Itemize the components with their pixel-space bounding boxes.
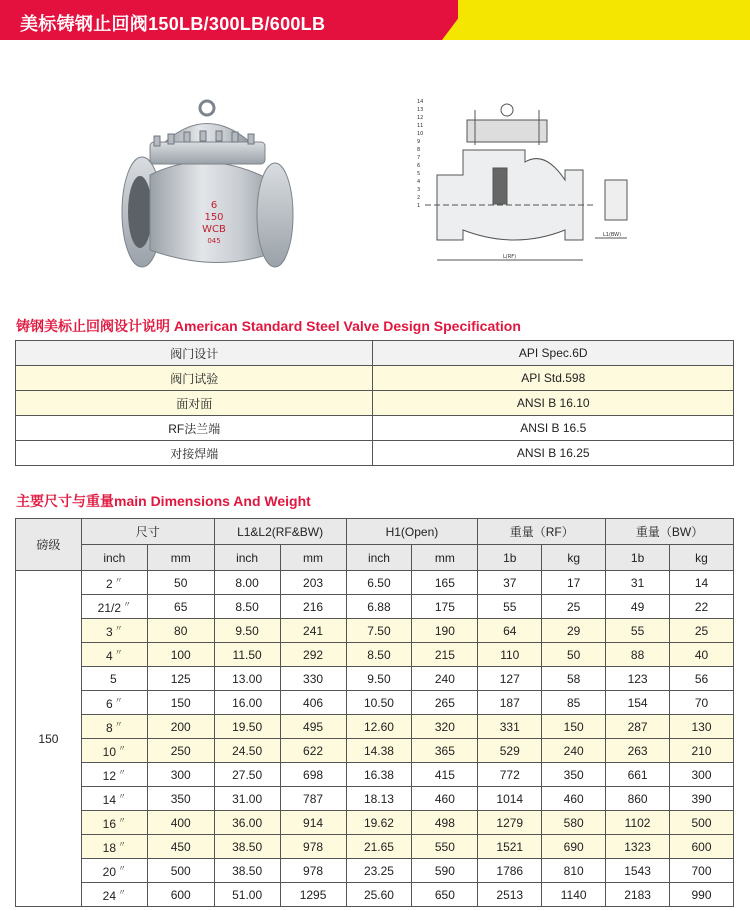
callout: 8 xyxy=(417,147,421,153)
spec-label: 阀门设计 xyxy=(16,341,373,366)
length-mm: 241 xyxy=(280,619,346,643)
length-inch: 8.00 xyxy=(214,571,280,595)
dim-row xyxy=(16,787,734,811)
spec-row xyxy=(16,441,734,466)
weight-rf-kg: 240 xyxy=(542,739,606,763)
length-mm: 216 xyxy=(280,595,346,619)
height-mm: 215 xyxy=(412,643,478,667)
weight-bw-kg: 56 xyxy=(670,667,734,691)
weight-bw-kg: 700 xyxy=(670,859,734,883)
body-outline xyxy=(437,150,583,240)
weight-bw-lb: 88 xyxy=(606,643,670,667)
length-inch: 51.00 xyxy=(214,883,280,907)
length-inch: 27.50 xyxy=(214,763,280,787)
height-inch: 12.60 xyxy=(346,715,412,739)
spec-label: RF法兰端 xyxy=(16,416,373,441)
height-mm: 175 xyxy=(412,595,478,619)
dim-row xyxy=(16,619,734,643)
weight-rf-kg: 85 xyxy=(542,691,606,715)
height-mm: 265 xyxy=(412,691,478,715)
length-mm: 406 xyxy=(280,691,346,715)
inch-mark: 〃 xyxy=(114,695,123,705)
length-mm: 698 xyxy=(280,763,346,787)
banner-title: 美标铸钢止回阀150LB/300LB/600LB xyxy=(20,14,326,34)
size-mm: 300 xyxy=(147,763,214,787)
height-inch: 8.50 xyxy=(346,643,412,667)
inch-mark: 〃 xyxy=(114,623,123,633)
dim-row xyxy=(16,859,734,883)
weight-rf-lb: 772 xyxy=(478,763,542,787)
left-bore xyxy=(128,176,152,248)
size-inch xyxy=(81,571,147,595)
callout: 9 xyxy=(417,139,421,145)
length-mm: 978 xyxy=(280,859,346,883)
size-inch-value: 18 xyxy=(102,840,116,855)
weight-rf-kg: 690 xyxy=(542,835,606,859)
weight-bw-kg: 40 xyxy=(670,643,734,667)
height-mm: 190 xyxy=(412,619,478,643)
size-inch xyxy=(81,739,147,763)
callout: 14 xyxy=(417,99,424,105)
weight-rf-lb: 1279 xyxy=(478,811,542,835)
size-mm: 450 xyxy=(147,835,214,859)
inch-mark: 〃 xyxy=(118,863,126,873)
sub-mm: mm xyxy=(412,545,478,571)
height-mm: 650 xyxy=(412,883,478,907)
weight-rf-lb: 1014 xyxy=(478,787,542,811)
length-inch: 11.50 xyxy=(214,643,280,667)
length-mm: 495 xyxy=(280,715,346,739)
size-mm: 50 xyxy=(147,571,214,595)
inch-mark: 〃 xyxy=(123,599,131,609)
spec-table xyxy=(15,340,734,466)
spec-section-title: 铸钢美标止回阀设计说明 American Standard Steel Valve Design Specification xyxy=(16,318,521,334)
length-inch: 19.50 xyxy=(214,715,280,739)
size-inch xyxy=(81,763,147,787)
sub-lb: 1b xyxy=(606,545,670,571)
weight-bw-lb: 123 xyxy=(606,667,670,691)
size-inch-value: 10 xyxy=(102,744,116,759)
weight-bw-lb: 55 xyxy=(606,619,670,643)
length-mm: 203 xyxy=(280,571,346,595)
dim-header-row xyxy=(16,519,734,545)
length-mm: 622 xyxy=(280,739,346,763)
height-mm: 165 xyxy=(412,571,478,595)
sub-kg: kg xyxy=(670,545,734,571)
spec-value: ANSI B 16.10 xyxy=(373,391,734,416)
size-inch-value: 16 xyxy=(102,816,116,831)
weight-bw-lb: 49 xyxy=(606,595,670,619)
weight-bw-kg: 22 xyxy=(670,595,734,619)
marking-class: 150 xyxy=(204,212,224,223)
spec-row xyxy=(16,366,734,391)
spec-row xyxy=(16,416,734,441)
header-length: L1&L2(RF&BW) xyxy=(214,519,346,545)
size-inch-value: 3 xyxy=(105,624,113,639)
size-inch xyxy=(81,811,147,835)
size-inch-value: 5 xyxy=(109,672,117,686)
bonnet-flange xyxy=(150,142,265,164)
callout: 6 xyxy=(417,163,421,169)
callout: 13 xyxy=(417,107,424,113)
inch-mark: 〃 xyxy=(118,887,126,897)
callout: 7 xyxy=(417,155,421,161)
height-inch: 19.62 xyxy=(346,811,412,835)
header-grade: 磅级 xyxy=(16,519,82,571)
weight-bw-kg: 990 xyxy=(670,883,734,907)
size-inch xyxy=(81,667,147,691)
dim-row xyxy=(16,571,734,595)
length-inch: 31.00 xyxy=(214,787,280,811)
weight-rf-lb: 37 xyxy=(478,571,542,595)
weight-bw-kg: 14 xyxy=(670,571,734,595)
length-inch: 13.00 xyxy=(214,667,280,691)
length-mm: 292 xyxy=(280,643,346,667)
spec-label: 对接焊端 xyxy=(16,441,373,466)
length-mm: 787 xyxy=(280,787,346,811)
spec-row xyxy=(16,391,734,416)
size-inch-value: 2 xyxy=(105,576,113,591)
callout: 1 xyxy=(417,203,421,209)
size-mm: 350 xyxy=(147,787,214,811)
weight-rf-lb: 1521 xyxy=(478,835,542,859)
size-mm: 125 xyxy=(147,667,214,691)
dim-subheader-row xyxy=(16,545,734,571)
weight-bw-kg: 600 xyxy=(670,835,734,859)
size-mm: 150 xyxy=(147,691,214,715)
weight-rf-kg: 580 xyxy=(542,811,606,835)
weight-bw-kg: 70 xyxy=(670,691,734,715)
length-inch: 16.00 xyxy=(214,691,280,715)
weight-rf-lb: 331 xyxy=(478,715,542,739)
height-inch: 6.50 xyxy=(346,571,412,595)
height-inch: 18.13 xyxy=(346,787,412,811)
size-mm: 65 xyxy=(147,595,214,619)
size-mm: 600 xyxy=(147,883,214,907)
size-inch-value: 8 xyxy=(105,720,113,735)
spec-label: 阀门试验 xyxy=(16,366,373,391)
weight-bw-lb: 287 xyxy=(606,715,670,739)
weight-rf-lb: 187 xyxy=(478,691,542,715)
title-banner xyxy=(0,0,750,40)
size-inch-value: 12 xyxy=(102,768,116,783)
grade-cell: 150 xyxy=(16,571,82,907)
size-mm: 200 xyxy=(147,715,214,739)
height-mm: 240 xyxy=(412,667,478,691)
inch-mark: 〃 xyxy=(118,839,126,849)
inch-mark: 〃 xyxy=(114,719,123,729)
valve-photo xyxy=(110,90,310,280)
dim-l1-label: L1(BW) xyxy=(603,232,622,238)
weight-rf-kg: 150 xyxy=(542,715,606,739)
size-inch xyxy=(81,619,147,643)
dim-row xyxy=(16,835,734,859)
weight-rf-kg: 17 xyxy=(542,571,606,595)
weight-rf-lb: 55 xyxy=(478,595,542,619)
size-inch-value: 24 xyxy=(102,888,116,903)
cross-section-drawing xyxy=(415,90,640,270)
sub-mm: mm xyxy=(280,545,346,571)
callout: 10 xyxy=(417,131,424,137)
sub-inch: inch xyxy=(214,545,280,571)
weight-rf-kg: 460 xyxy=(542,787,606,811)
length-mm: 1295 xyxy=(280,883,346,907)
size-inch xyxy=(81,883,147,907)
height-inch: 9.50 xyxy=(346,667,412,691)
height-inch: 10.50 xyxy=(346,691,412,715)
sub-mm: mm xyxy=(147,545,214,571)
weight-rf-lb: 529 xyxy=(478,739,542,763)
dim-row xyxy=(16,667,734,691)
eye-outline xyxy=(501,104,513,116)
length-inch: 36.00 xyxy=(214,811,280,835)
header-height: H1(Open) xyxy=(346,519,478,545)
weight-bw-kg: 210 xyxy=(670,739,734,763)
header-size: 尺寸 xyxy=(81,519,214,545)
weight-rf-lb: 64 xyxy=(478,619,542,643)
height-inch: 7.50 xyxy=(346,619,412,643)
size-mm: 500 xyxy=(147,859,214,883)
size-mm: 100 xyxy=(147,643,214,667)
weight-rf-lb: 2513 xyxy=(478,883,542,907)
size-inch xyxy=(81,835,147,859)
height-inch: 23.25 xyxy=(346,859,412,883)
dim-row xyxy=(16,595,734,619)
weight-bw-lb: 31 xyxy=(606,571,670,595)
length-inch: 24.50 xyxy=(214,739,280,763)
weight-bw-kg: 25 xyxy=(670,619,734,643)
weight-rf-kg: 29 xyxy=(542,619,606,643)
length-mm: 330 xyxy=(280,667,346,691)
callout: 2 xyxy=(417,195,421,201)
weight-rf-kg: 50 xyxy=(542,643,606,667)
size-inch-value: 21/2 xyxy=(97,600,121,615)
inch-mark: 〃 xyxy=(114,647,123,657)
marking-material: WCB xyxy=(202,224,226,235)
height-mm: 550 xyxy=(412,835,478,859)
size-inch-value: 6 xyxy=(105,696,113,711)
length-inch: 9.50 xyxy=(214,619,280,643)
weight-rf-kg: 350 xyxy=(542,763,606,787)
weight-bw-kg: 130 xyxy=(670,715,734,739)
header-weight-bw: 重量（BW） xyxy=(606,519,734,545)
size-inch xyxy=(81,859,147,883)
callout: 5 xyxy=(417,171,421,177)
size-inch xyxy=(81,595,147,619)
dim-row xyxy=(16,763,734,787)
weight-bw-lb: 2183 xyxy=(606,883,670,907)
height-inch: 21.65 xyxy=(346,835,412,859)
inch-mark: 〃 xyxy=(118,815,126,825)
length-inch: 38.50 xyxy=(214,859,280,883)
weight-rf-lb: 110 xyxy=(478,643,542,667)
marking-size: 6 xyxy=(210,200,218,211)
side-view xyxy=(605,180,627,220)
inch-mark: 〃 xyxy=(118,791,126,801)
right-flange xyxy=(257,163,293,267)
weight-rf-kg: 810 xyxy=(542,859,606,883)
height-mm: 460 xyxy=(412,787,478,811)
weight-bw-kg: 390 xyxy=(670,787,734,811)
dim-row xyxy=(16,691,734,715)
height-mm: 415 xyxy=(412,763,478,787)
spec-value: API Spec.6D xyxy=(373,341,734,366)
size-inch xyxy=(81,691,147,715)
weight-bw-kg: 300 xyxy=(670,763,734,787)
height-mm: 320 xyxy=(412,715,478,739)
size-inch-value: 14 xyxy=(102,792,116,807)
size-mm: 250 xyxy=(147,739,214,763)
dim-row xyxy=(16,715,734,739)
spec-value: API Std.598 xyxy=(373,366,734,391)
spec-value: ANSI B 16.25 xyxy=(373,441,734,466)
weight-rf-kg: 58 xyxy=(542,667,606,691)
size-inch xyxy=(81,787,147,811)
dim-row xyxy=(16,643,734,667)
spec-row xyxy=(16,341,734,366)
height-inch: 16.38 xyxy=(346,763,412,787)
height-inch: 6.88 xyxy=(346,595,412,619)
weight-bw-lb: 263 xyxy=(606,739,670,763)
weight-bw-lb: 1323 xyxy=(606,835,670,859)
size-inch-value: 20 xyxy=(102,864,116,879)
dimension-table xyxy=(15,518,734,907)
size-mm: 400 xyxy=(147,811,214,835)
dim-row xyxy=(16,883,734,907)
length-mm: 914 xyxy=(280,811,346,835)
header-weight-rf: 重量（RF） xyxy=(478,519,606,545)
weight-rf-lb: 1786 xyxy=(478,859,542,883)
dim-section-title: 主要尺寸与重量main Dimensions And Weight xyxy=(16,493,311,509)
inch-mark: 〃 xyxy=(118,767,126,777)
dim-l-label: L(RF) xyxy=(503,254,517,260)
height-mm: 365 xyxy=(412,739,478,763)
inch-mark: 〃 xyxy=(118,743,126,753)
weight-bw-lb: 860 xyxy=(606,787,670,811)
disc-outline xyxy=(493,168,507,204)
inch-mark: 〃 xyxy=(114,575,123,585)
weight-bw-lb: 1543 xyxy=(606,859,670,883)
bonnet-outline xyxy=(467,120,547,142)
weight-bw-kg: 500 xyxy=(670,811,734,835)
sub-kg: kg xyxy=(542,545,606,571)
callout: 12 xyxy=(417,115,424,121)
callout: 4 xyxy=(417,179,421,185)
spec-value: ANSI B 16.5 xyxy=(373,416,734,441)
weight-bw-lb: 661 xyxy=(606,763,670,787)
weight-bw-lb: 1102 xyxy=(606,811,670,835)
length-mm: 978 xyxy=(280,835,346,859)
dim-row xyxy=(16,739,734,763)
length-inch: 8.50 xyxy=(214,595,280,619)
length-inch: 38.50 xyxy=(214,835,280,859)
marking-code: 045 xyxy=(207,237,221,245)
height-mm: 498 xyxy=(412,811,478,835)
banner-yellow-band xyxy=(458,0,750,40)
dim-row xyxy=(16,811,734,835)
weight-rf-kg: 25 xyxy=(542,595,606,619)
weight-rf-lb: 127 xyxy=(478,667,542,691)
sub-inch: inch xyxy=(346,545,412,571)
weight-rf-kg: 1140 xyxy=(542,883,606,907)
callout: 11 xyxy=(417,123,424,129)
spec-label: 面对面 xyxy=(16,391,373,416)
height-inch: 14.38 xyxy=(346,739,412,763)
sub-inch: inch xyxy=(81,545,147,571)
size-inch xyxy=(81,715,147,739)
lifting-eye xyxy=(200,101,214,115)
size-inch xyxy=(81,643,147,667)
size-mm: 80 xyxy=(147,619,214,643)
weight-bw-lb: 154 xyxy=(606,691,670,715)
sub-lb: 1b xyxy=(478,545,542,571)
size-inch-value: 4 xyxy=(105,648,113,663)
height-inch: 25.60 xyxy=(346,883,412,907)
callout: 3 xyxy=(417,187,421,193)
height-mm: 590 xyxy=(412,859,478,883)
